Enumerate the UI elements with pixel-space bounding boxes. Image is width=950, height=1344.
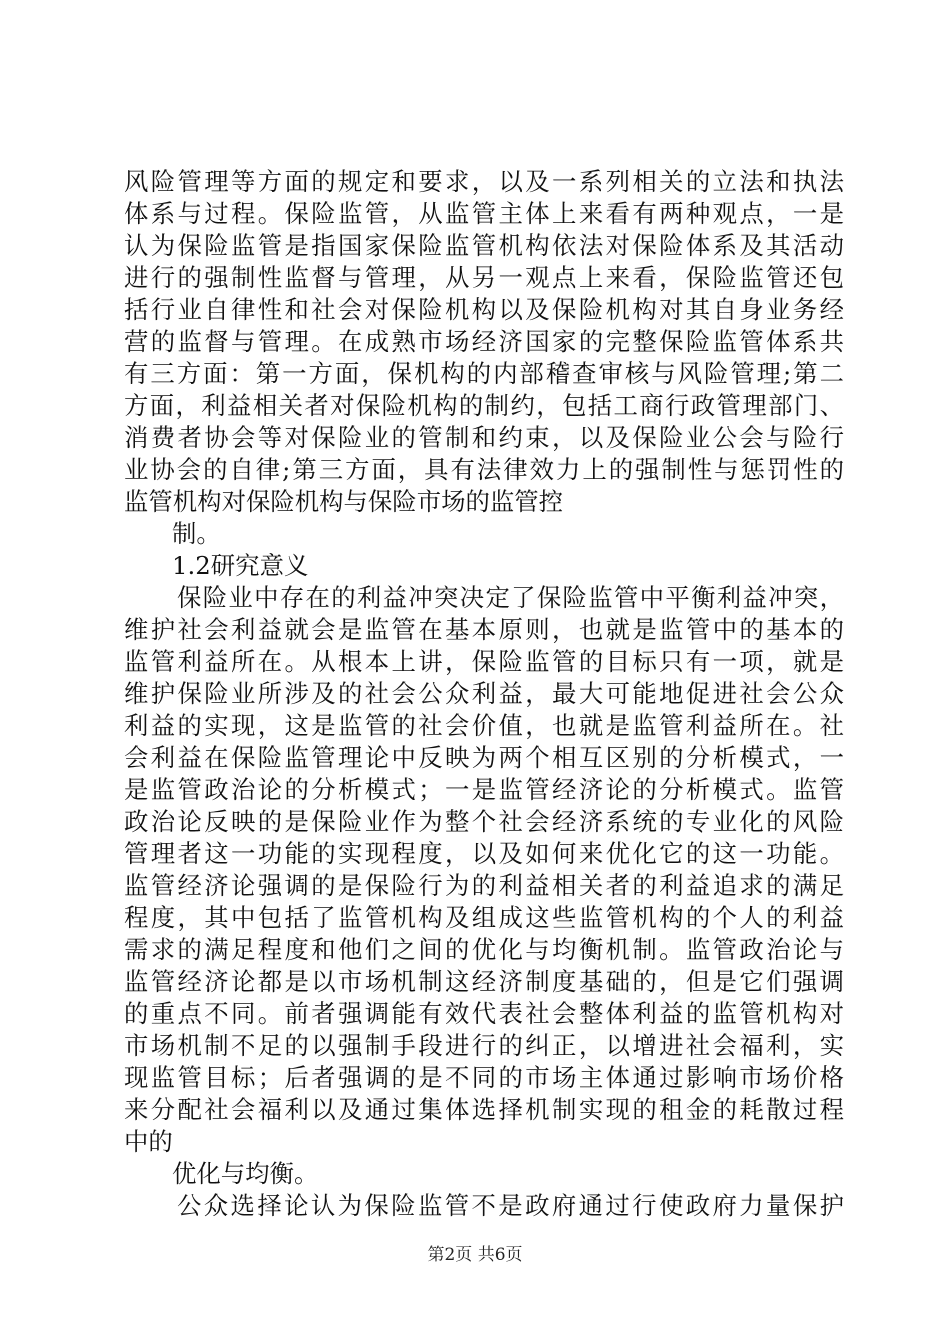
text-line: 营的监督与管理。在成熟市场经济国家的完整保险监管体系共 — [124, 327, 844, 356]
text-line: 来分配社会福利以及通过集体选择机制实现的租金的耗散过程 — [124, 1095, 844, 1124]
text-line: 业协会的自律;第三方面，具有法律效力上的强制性与惩罚性的 — [124, 455, 844, 484]
text-line: 中的 — [124, 1127, 173, 1156]
text-line: 方面，利益相关者对保险机构的制约，包括工商行政管理部门、 — [124, 391, 844, 420]
text-line: 市场机制不足的以强制手段进行的纠正，以增进社会福利，实 — [124, 1031, 844, 1060]
text-line: 监管机构对保险机构与保险市场的监管控 — [124, 487, 564, 516]
text-line: 监管利益所在。从根本上讲，保险监管的目标只有一项，就是 — [124, 647, 844, 676]
text-line: 现监管目标；后者强调的是不同的市场主体通过影响市场价格 — [124, 1063, 844, 1092]
text-line: 制。 — [172, 519, 221, 548]
text-line: 括行业自律性和社会对保险机构以及保险机构对其自身业务经 — [124, 295, 844, 324]
text-line: 监管经济论都是以市场机制这经济制度基础的，但是它们强调 — [124, 967, 844, 996]
text-line: 政治论反映的是保险业作为整个社会经济系统的专业化的风险 — [124, 807, 844, 836]
text-line: 风险管理等方面的规定和要求，以及一系列相关的立法和执法 — [124, 167, 844, 196]
text-line: 优化与均衡。 — [172, 1159, 319, 1188]
text-line: 维护社会利益就会是监管在基本原则，也就是监管中的基本的 — [124, 615, 844, 644]
body-text — [124, 166, 844, 1222]
section-heading: 1.2研究意义 — [172, 551, 309, 580]
text-line: 程度，其中包括了监管机构及组成这些监管机构的个人的利益 — [124, 903, 844, 932]
text-line: 认为保险监管是指国家保险监管机构依法对保险体系及其活动 — [124, 231, 844, 260]
text-line: 是监管政治论的分析模式；一是监管经济论的分析模式。监管 — [124, 775, 844, 804]
text-line: 体系与过程。保险监管，从监管主体上来看有两种观点，一是 — [124, 199, 844, 228]
text-line: 需求的满足程度和他们之间的优化与均衡机制。监管政治论与 — [124, 935, 844, 964]
text-line: 进行的强制性监督与管理，从另一观点上来看，保险监管还包 — [124, 263, 844, 292]
text-line: 公众选择论认为保险监管不是政府通过行使政府力量保护 — [177, 1191, 844, 1220]
text-line: 的重点不同。前者强调能有效代表社会整体利益的监管机构对 — [124, 999, 844, 1028]
text-line: 有三方面：第一方面，保机构的内部稽查审核与风险管理;第二 — [124, 359, 844, 388]
text-line: 消费者协会等对保险业的管制和约束，以及保险业公会与险行 — [124, 423, 844, 452]
text-line: 保险业中存在的利益冲突决定了保险监管中平衡利益冲突， — [177, 583, 844, 612]
text-line: 维护保险业所涉及的社会公众利益，最大可能地促进社会公众 — [124, 679, 844, 708]
page-footer: 第2页 共6页 — [427, 1245, 523, 1265]
text-line: 监管经济论强调的是保险行为的利益相关者的利益追求的满足 — [124, 871, 844, 900]
text-line: 管理者这一功能的实现程度，以及如何来优化它的这一功能。 — [124, 839, 844, 868]
text-line: 利益的实现，这是监管的社会价值，也就是监管利益所在。社 — [124, 711, 844, 740]
text-line: 会利益在保险监管理论中反映为两个相互区别的分析模式，一 — [124, 743, 844, 772]
